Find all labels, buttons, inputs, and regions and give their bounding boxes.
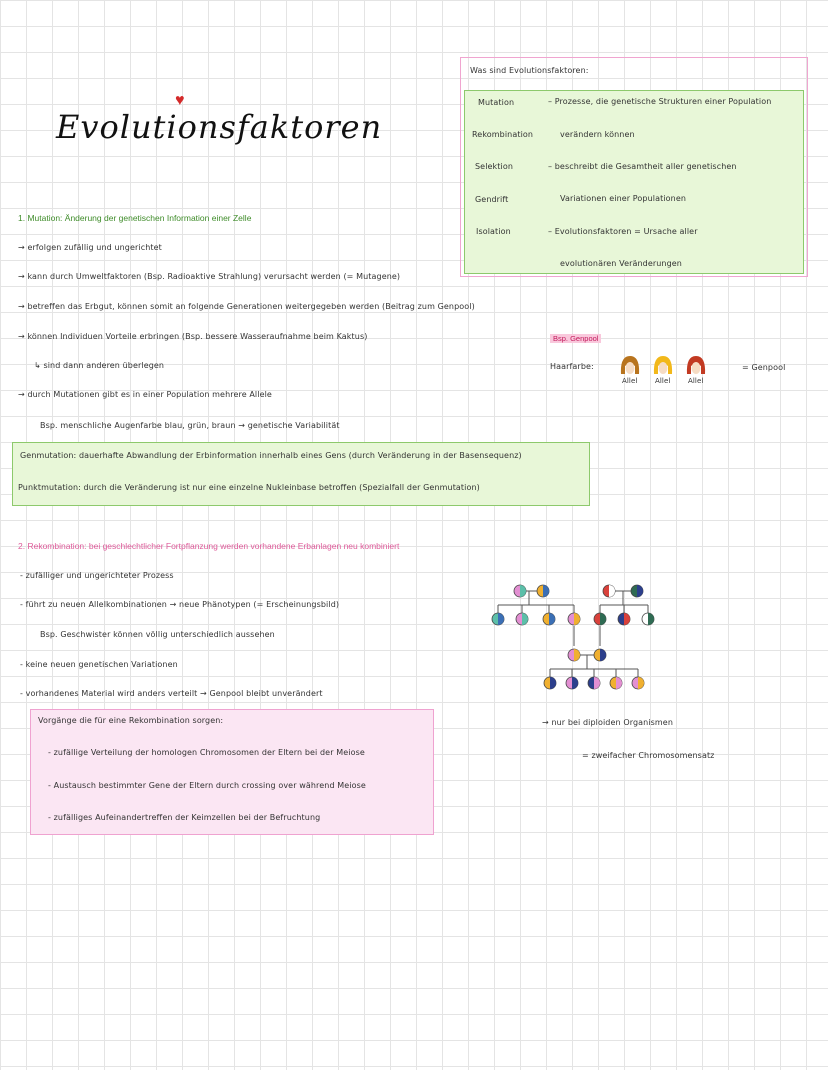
- allel-label-1: Allel: [622, 377, 638, 385]
- sidebox-desc-6: evolutionären Veränderungen: [560, 259, 682, 268]
- recombination-point-1: - zufälliger und ungerichteter Prozess: [20, 571, 174, 580]
- mutation-point-2: → kann durch Umweltfaktoren (Bsp. Radioaktive Strahlung) verursacht werden (= Mutagene): [18, 272, 401, 281]
- factor-mutation: Mutation: [478, 98, 515, 107]
- allel-label-3: Allel: [688, 377, 704, 385]
- recombination-box-point-2: - Austausch bestimmter Gene der Eltern durch crossing over während Meiose: [48, 781, 366, 790]
- mutation-point-4: → können Individuen Vorteile erbringen (Bsp. bessere Wasseraufnahme beim Kaktus): [18, 332, 368, 341]
- genmutation-line: Genmutation: dauerhafte Abwandlung der Erbinformation innerhalb eines Gens (durch Veränderung in der Basensequenz): [20, 451, 522, 460]
- sidebox-desc-5: – Evolutionsfaktoren = Ursache aller: [548, 227, 698, 236]
- factor-gendrift: Gendrift: [475, 195, 509, 204]
- factor-selektion: Selektion: [475, 162, 514, 171]
- sidebox-desc-1: – Prozesse, die genetische Strukturen einer Population: [548, 97, 772, 106]
- punktmutation-line: Punktmutation: durch die Veränderung ist nur eine einzelne Nukleinbase betroffen (Spezialfall der Genmutation): [18, 483, 480, 492]
- sidebox-desc-3: – beschreibt die Gesamtheit aller genetischen: [548, 162, 737, 171]
- recombination-point-3: Bsp. Geschwister können völlig unterschiedlich aussehen: [40, 630, 275, 639]
- chromosome-note: = zweifacher Chromosomensatz: [582, 751, 715, 760]
- mutation-point-3: → betreffen das Erbgut, können somit an folgende Generationen weitergegeben werden (Beitrag zum Genpool): [18, 302, 475, 311]
- factor-rekombination: Rekombination: [472, 130, 534, 139]
- page-title: Evolutionsfaktoren: [56, 108, 383, 146]
- recombination-point-2: - führt zu neuen Allelkombinationen → neue Phänotypen (= Erscheinungsbild): [20, 600, 340, 609]
- sidebox-desc-2: verändern können: [560, 130, 635, 139]
- recombination-heading: 2. Rekombination: bei geschlechtlicher Fortpflanzung werden vorhandene Erbanlagen neu kombiniert: [18, 541, 400, 551]
- haarfarbe-label: Haarfarbe:: [550, 362, 594, 371]
- mutation-point-1: → erfolgen zufällig und ungerichtet: [18, 243, 162, 252]
- mutation-point-5: ↳ sind dann anderen überlegen: [34, 361, 165, 370]
- mutation-point-7: Bsp. menschliche Augenfarbe blau, grün, braun → genetische Variabilität: [40, 421, 340, 430]
- pedigree-diagram: [488, 580, 668, 696]
- recombination-box-point-3: - zufälliges Aufeinandertreffen der Keimzellen bei der Befruchtung: [48, 813, 321, 822]
- genpool-result: = Genpool: [742, 363, 786, 372]
- face-icon: [626, 362, 635, 374]
- mutation-heading: 1. Mutation: Änderung der genetischen Information einer Zelle: [18, 213, 252, 223]
- allel-label-2: Allel: [655, 377, 671, 385]
- recombination-box-title: Vorgänge die für eine Rekombination sorgen:: [38, 716, 224, 725]
- heart-icon: ♥: [175, 92, 185, 109]
- face-icon: [659, 362, 668, 374]
- sidebox-desc-4: Variationen einer Populationen: [560, 194, 687, 203]
- mutation-point-6: → durch Mutationen gibt es in einer Population mehrere Allele: [18, 390, 272, 399]
- genpool-example-label: Bsp. Genpool: [550, 334, 601, 343]
- sidebox-heading: Was sind Evolutionsfaktoren:: [470, 66, 589, 75]
- evolution-factors-box: [464, 90, 804, 274]
- diploid-note: → nur bei diploiden Organismen: [542, 718, 673, 727]
- recombination-point-5: - vorhandenes Material wird anders verteilt → Genpool bleibt unverändert: [20, 689, 323, 698]
- factor-isolation: Isolation: [476, 227, 511, 236]
- face-icon: [692, 362, 701, 374]
- recombination-box-point-1: - zufällige Verteilung der homologen Chromosomen der Eltern bei der Meiose: [48, 748, 365, 757]
- recombination-point-4: - keine neuen genetischen Variationen: [20, 660, 178, 669]
